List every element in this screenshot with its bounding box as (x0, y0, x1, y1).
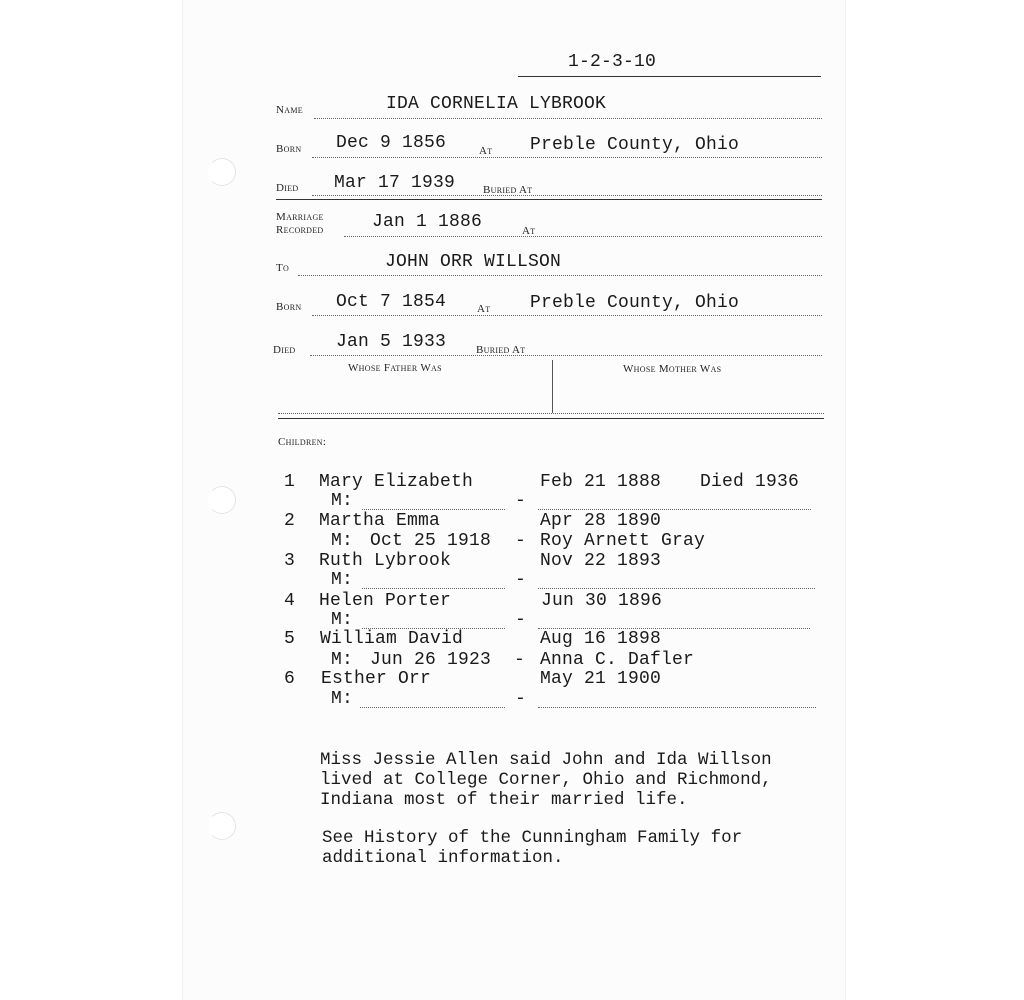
to-label: To (276, 262, 290, 274)
child-name: Martha Emma (319, 511, 441, 531)
punch-hole-bottom (208, 812, 236, 840)
parents-divider (552, 360, 553, 413)
child-name: Helen Porter (319, 591, 452, 611)
marriage-at-label: At (522, 225, 536, 237)
child-m-label: M: (331, 531, 354, 551)
child-number: 1 (284, 472, 296, 492)
marriage-date: Jan 1 1886 (372, 212, 483, 232)
recorded-label: Recorded (276, 224, 324, 236)
born-line (312, 157, 822, 158)
spouse-born-date: Oct 7 1854 (336, 292, 447, 312)
died-line (312, 195, 822, 196)
born-at-label: At (479, 145, 493, 157)
child-birth: Apr 28 1890 (540, 511, 662, 531)
name-line (314, 118, 822, 119)
child-number: 5 (284, 629, 296, 649)
spouse-born-place: Preble County, Ohio (530, 293, 740, 313)
child-spouse-line (538, 509, 811, 510)
punch-hole-middle (208, 486, 236, 514)
child-number: 3 (284, 551, 296, 571)
child-name: Ruth Lybrook (319, 551, 452, 571)
card-id: 1-2-3-10 (568, 52, 657, 72)
spouse-died-line (310, 355, 822, 356)
child-dash: - (514, 650, 526, 670)
child-married-date: Oct 25 1918 (370, 531, 492, 551)
card-id-underline (518, 76, 821, 77)
spouse-died-date: Jan 5 1933 (336, 332, 447, 352)
died-label: Died (276, 182, 299, 194)
child-birth: Feb 21 1888 (540, 472, 662, 492)
child-m-label: M: (331, 491, 354, 511)
spouse-born-at-label: At (477, 303, 491, 315)
child-m-label: M: (331, 650, 354, 670)
child-dash: - (515, 570, 527, 590)
spouse-name: JOHN ORR WILLSON (385, 252, 562, 272)
spouse-died-label: Died (273, 344, 296, 356)
child-dash: - (515, 610, 527, 630)
name-label: Name (276, 104, 303, 116)
note-paragraph-1: Miss Jessie Allen said John and Ida Willson lived at College Corner, Ohio and Richmond, Indiana most of their married life. (320, 750, 772, 810)
child-name: Mary Elizabeth (319, 472, 474, 492)
child-birth: Aug 16 1898 (540, 629, 662, 649)
born-label: Born (276, 143, 302, 155)
child-married-line (360, 707, 505, 708)
buried-at-label: Buried At (483, 184, 533, 196)
child-number: 6 (284, 669, 296, 689)
child-m-label: M: (331, 570, 354, 590)
child-note: Died 1936 (700, 472, 800, 492)
child-birth: Jun 30 1896 (541, 591, 663, 611)
spouse-born-label: Born (276, 301, 302, 313)
person-died-date: Mar 17 1939 (334, 173, 456, 193)
child-birth: Nov 22 1893 (540, 551, 662, 571)
child-married-line (362, 588, 505, 589)
child-number: 4 (284, 591, 296, 611)
parents-underline (278, 418, 824, 419)
to-line (298, 275, 822, 276)
punch-hole-top (208, 158, 236, 186)
parents-line (278, 413, 824, 414)
died-underline (276, 199, 822, 200)
child-dash: - (515, 491, 527, 511)
whose-mother-label: Whose Mother Was (623, 363, 722, 375)
marriage-label: Marriage (276, 211, 324, 223)
child-name: Esther Orr (321, 669, 432, 689)
child-m-label: M: (331, 689, 354, 709)
whose-father-label: Whose Father Was (348, 362, 442, 374)
child-birth: May 21 1900 (540, 669, 662, 689)
child-married-date: Jun 26 1923 (370, 650, 492, 670)
person-born-date: Dec 9 1856 (336, 133, 447, 153)
child-married-line (362, 509, 505, 510)
person-name: IDA CORNELIA LYBROOK (386, 94, 607, 114)
spouse-buried-at-label: Buried At (476, 344, 526, 356)
child-spouse: Anna C. Dafler (540, 650, 695, 670)
children-label: Children: (278, 436, 327, 448)
child-spouse-line (538, 588, 815, 589)
child-spouse: Roy Arnett Gray (540, 531, 706, 551)
child-dash: - (515, 689, 527, 709)
child-spouse-line (538, 707, 816, 708)
person-born-place: Preble County, Ohio (530, 135, 740, 155)
marriage-line (344, 236, 822, 237)
child-number: 2 (284, 511, 296, 531)
child-name: William David (320, 629, 464, 649)
child-dash: - (515, 531, 527, 551)
note-paragraph-2: See History of the Cunningham Family for additional information. (322, 828, 743, 868)
child-m-label: M: (331, 610, 354, 630)
spouse-born-line (312, 315, 822, 316)
